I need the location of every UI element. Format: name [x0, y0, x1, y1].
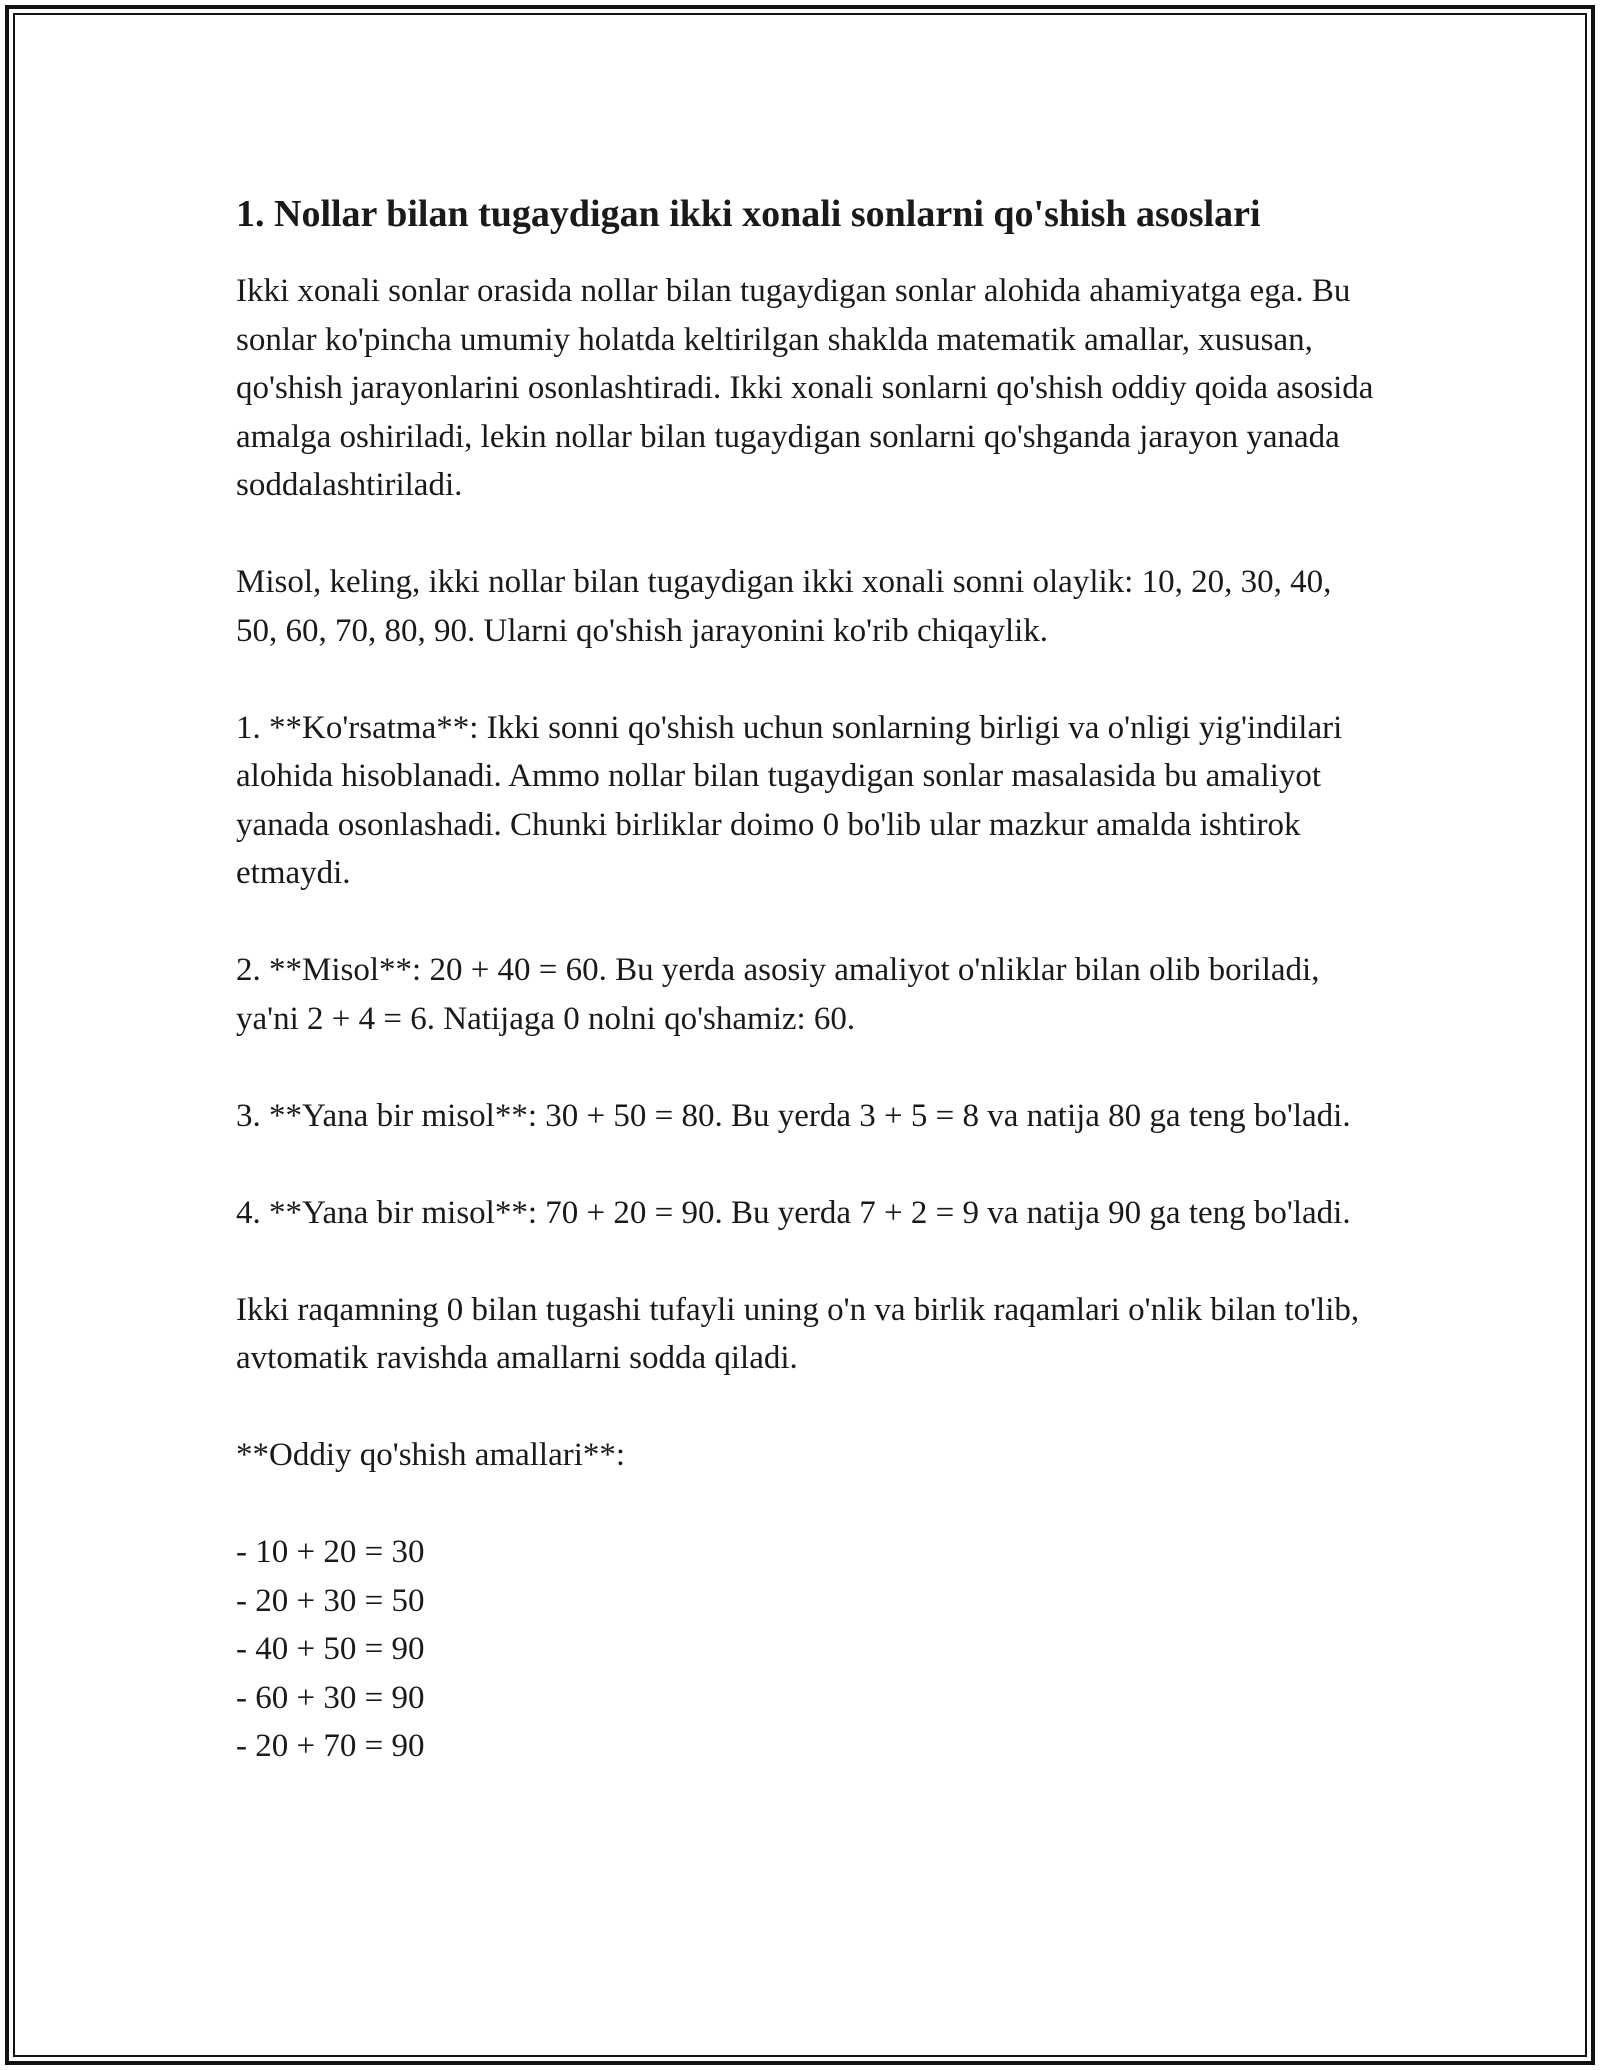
sums-list	[236, 1528, 1376, 1771]
sums-heading: **Oddiy qo'shish amallari**:	[236, 1437, 626, 1473]
paragraph-example-3: 4. **Yana bir misol**: 70 + 20 = 90. Bu yerda 7 + 2 = 9 va natija 90 ga teng bo'ladi.	[236, 1194, 1351, 1231]
paragraph-spacer	[236, 1237, 1376, 1286]
paragraph-spacer	[236, 898, 1376, 947]
page-title: 1. Nollar bilan tugaydigan ikki xonali sonlarni qo'shish asoslari	[236, 193, 1261, 235]
paragraph-conclusion: Ikki raqamning 0 bilan tugashi tufayli uning o'n va birlik raqamlari o'nlik bilan to'lib, avtomatik ravishda amallarni sodda qiladi.	[236, 1291, 1360, 1376]
paragraph-instruction: 1. **Ko'rsatma**: Ikki sonni qo'shish uchun sonlarning birligi va o'nligi yig'indilari alohida hisoblanadi. Ammo nollar bilan tugaydigan sonlar masalasida bu amaliyot yanada osonlashadi. Chunki birliklar doimo 0 bo'lib ular mazkur amalda ishtirok etmaydi.	[236, 709, 1343, 891]
list-item: - 20 + 30 = 50	[236, 1582, 425, 1619]
paragraph-spacer	[236, 1043, 1376, 1092]
list-item: - 60 + 30 = 90	[236, 1679, 425, 1716]
paragraph-spacer	[236, 1383, 1376, 1432]
paragraph-example-1: 2. **Misol**: 20 + 40 = 60. Bu yerda asosiy amaliyot o'nliklar bilan olib boriladi, ya'ni 2 + 4 = 6. Natijaga 0 nolni qo'shamiz: 60.	[236, 952, 1320, 1037]
paragraph-example-intro: Misol, keling, ikki nollar bilan tugaydigan ikki xonali sonni olaylik: 10, 20, 30, 40, 50, 60, 70, 80, 90. Ularni qo'shish jarayonini ko'rib chiqaylik.	[236, 564, 1332, 649]
list-item: - 10 + 20 = 30	[236, 1534, 425, 1570]
paragraph-spacer	[236, 1140, 1376, 1189]
document-body	[236, 185, 1376, 1771]
paragraph-spacer	[236, 655, 1376, 704]
paragraph-intro: Ikki xonali sonlar orasida nollar bilan tugaydigan sonlar alohida ahamiyatga ega. Bu sonlar ko'pincha umumiy holatda keltirilgan shaklda matematik amallar, xususan, qo'shish jarayonlarini osonlashtiradi. Ikki xonali sonlarni qo'shish oddiy qoida asosida amalga oshiriladi, lekin nollar bilan tugaydigan sonlarni qo'shganda jarayon yanada soddalashtiriladi.	[236, 273, 1374, 503]
paragraph-example-2: 3. **Yana bir misol**: 30 + 50 = 80. Bu yerda 3 + 5 = 8 va natija 80 ga teng bo'ladi.	[236, 1097, 1351, 1134]
list-item: - 20 + 70 = 90	[236, 1728, 425, 1764]
paragraph-spacer	[236, 510, 1376, 559]
list-item: - 40 + 50 = 90	[236, 1631, 425, 1667]
paragraph-spacer	[236, 1480, 1376, 1529]
